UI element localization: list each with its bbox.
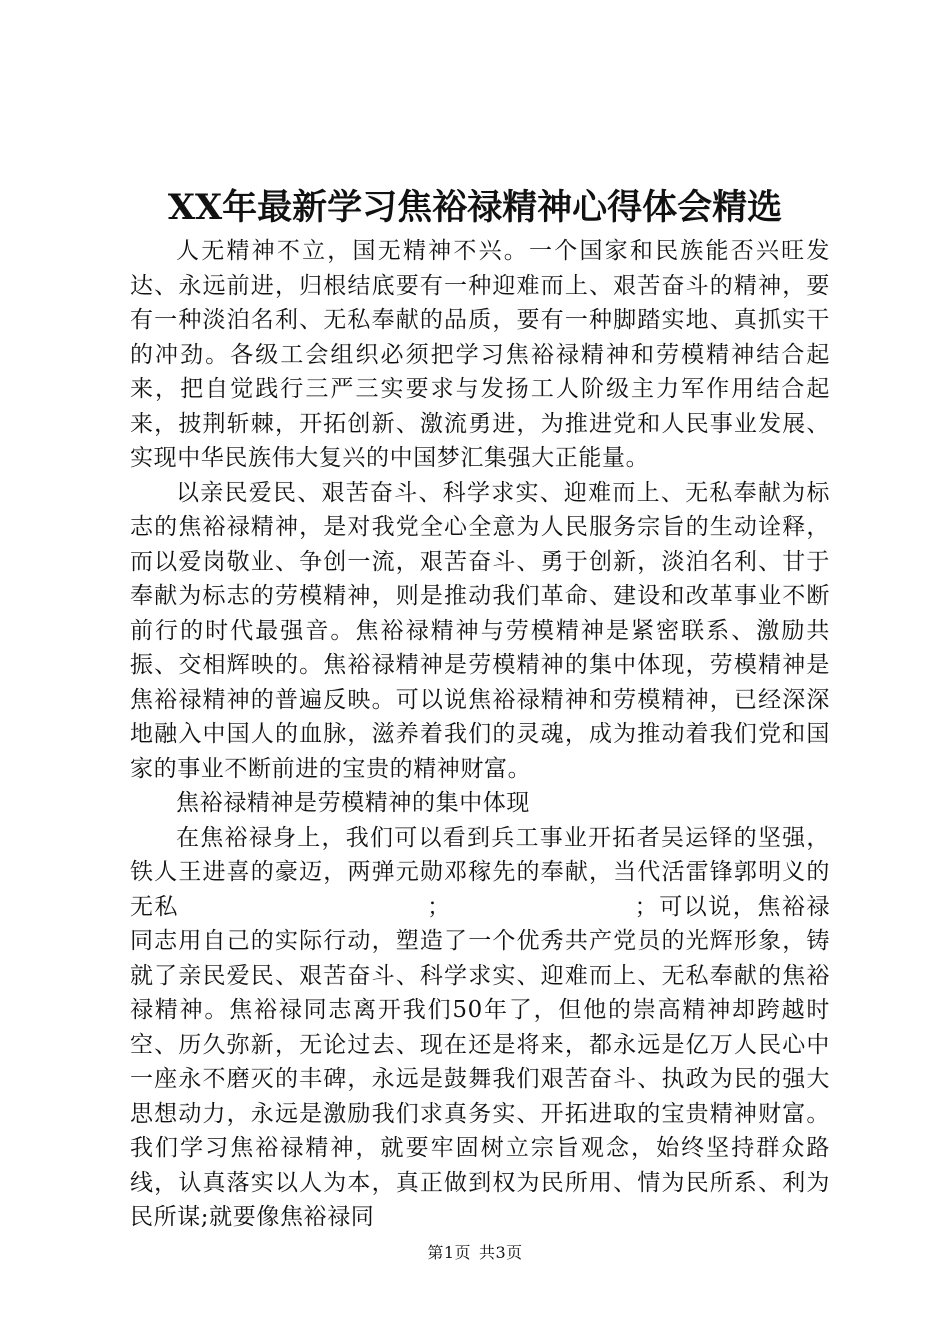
paragraph-1: 人无精神不立，国无精神不兴。一个国家和民族能否兴旺发达、永远前进，归根结底要有一种迎难而上、艰苦奋斗的精神，要有一种淡泊名利、无私奉献的品质，要有一种脚踏实地、真抓实干的冲劲。各级工会组织必须把学习焦裕禄精神和劳模精神结合起来，把自觉践行三严三实要求与发扬工人阶级主力军作用结合起来，披荆斩棘，开拓创新、激流勇进，为推进党和人民事业发展、实现中华民族伟大复兴的中国梦汇集强大正能量。 — [130, 238, 830, 471]
paragraph-3-part-2: 可以说，焦裕禄同志用自己的实际行动，塑造了一个优秀共产党员的光辉形象，铸就了亲民爱民、艰苦奋斗、科学求实、迎难而上、无私奉献的焦裕禄精神。焦裕禄同志离开我们50年了，但他的崇高精神却跨越时空、历久弥新，无论过去、现在还是将来，都永远是亿万人民心中一座永不磨灭的丰碑，永远是鼓舞我们艰苦奋斗、执政为民的强大思想动力，永远是激励我们求真务实、开拓进取的宝贵精神财富。我们学习焦裕禄精神，就要牢固树立宗旨观念，始终坚持群众路线，认真落实以人为本，真正做到权为民所用、情为民所系、利为民所谋;就要像焦裕禄同 — [130, 893, 830, 1230]
semicolon-1: ； — [427, 893, 451, 920]
paragraph-3-part-1: 在焦裕禄身上，我们可以看到兵工事业开拓者吴运铎的坚强，铁人王进喜的豪迈，两弹元勋邓稼先的奉献，当代活雷锋郭明义的无私 — [130, 824, 830, 920]
document-title: XX年最新学习焦裕禄精神心得体会精选 — [167, 187, 783, 228]
page-total: 共3页 — [479, 1243, 523, 1262]
document-body — [130, 234, 830, 1235]
semicolon-2: ； — [634, 893, 659, 920]
page-footer — [0, 1242, 950, 1264]
section-heading: 焦裕禄精神是劳模精神的集中体现 — [176, 790, 530, 816]
paragraph-3 — [130, 821, 830, 1235]
page-number: 第1页 — [427, 1243, 471, 1262]
paragraph-2: 以亲民爱民、艰苦奋斗、科学求实、迎难而上、无私奉献为标志的焦裕禄精神，是对我党全心全意为人民服务宗旨的生动诠释，而以爱岗敬业、争创一流，艰苦奋斗、勇于创新，淡泊名利、甘于奉献为标志的劳模精神，则是推动我们革命、建设和改革事业不断前行的时代最强音。焦裕禄精神与劳模精神是紧密联系、激励共振、交相辉映的。焦裕禄精神是劳模精神的集中体现，劳模精神是焦裕禄精神的普遍反映。可以说焦裕禄精神和劳模精神，已经深深地融入中国人的血脉，滋养着我们的灵魂，成为推动着我们党和国家的事业不断前进的宝贵的精神财富。 — [130, 479, 830, 782]
